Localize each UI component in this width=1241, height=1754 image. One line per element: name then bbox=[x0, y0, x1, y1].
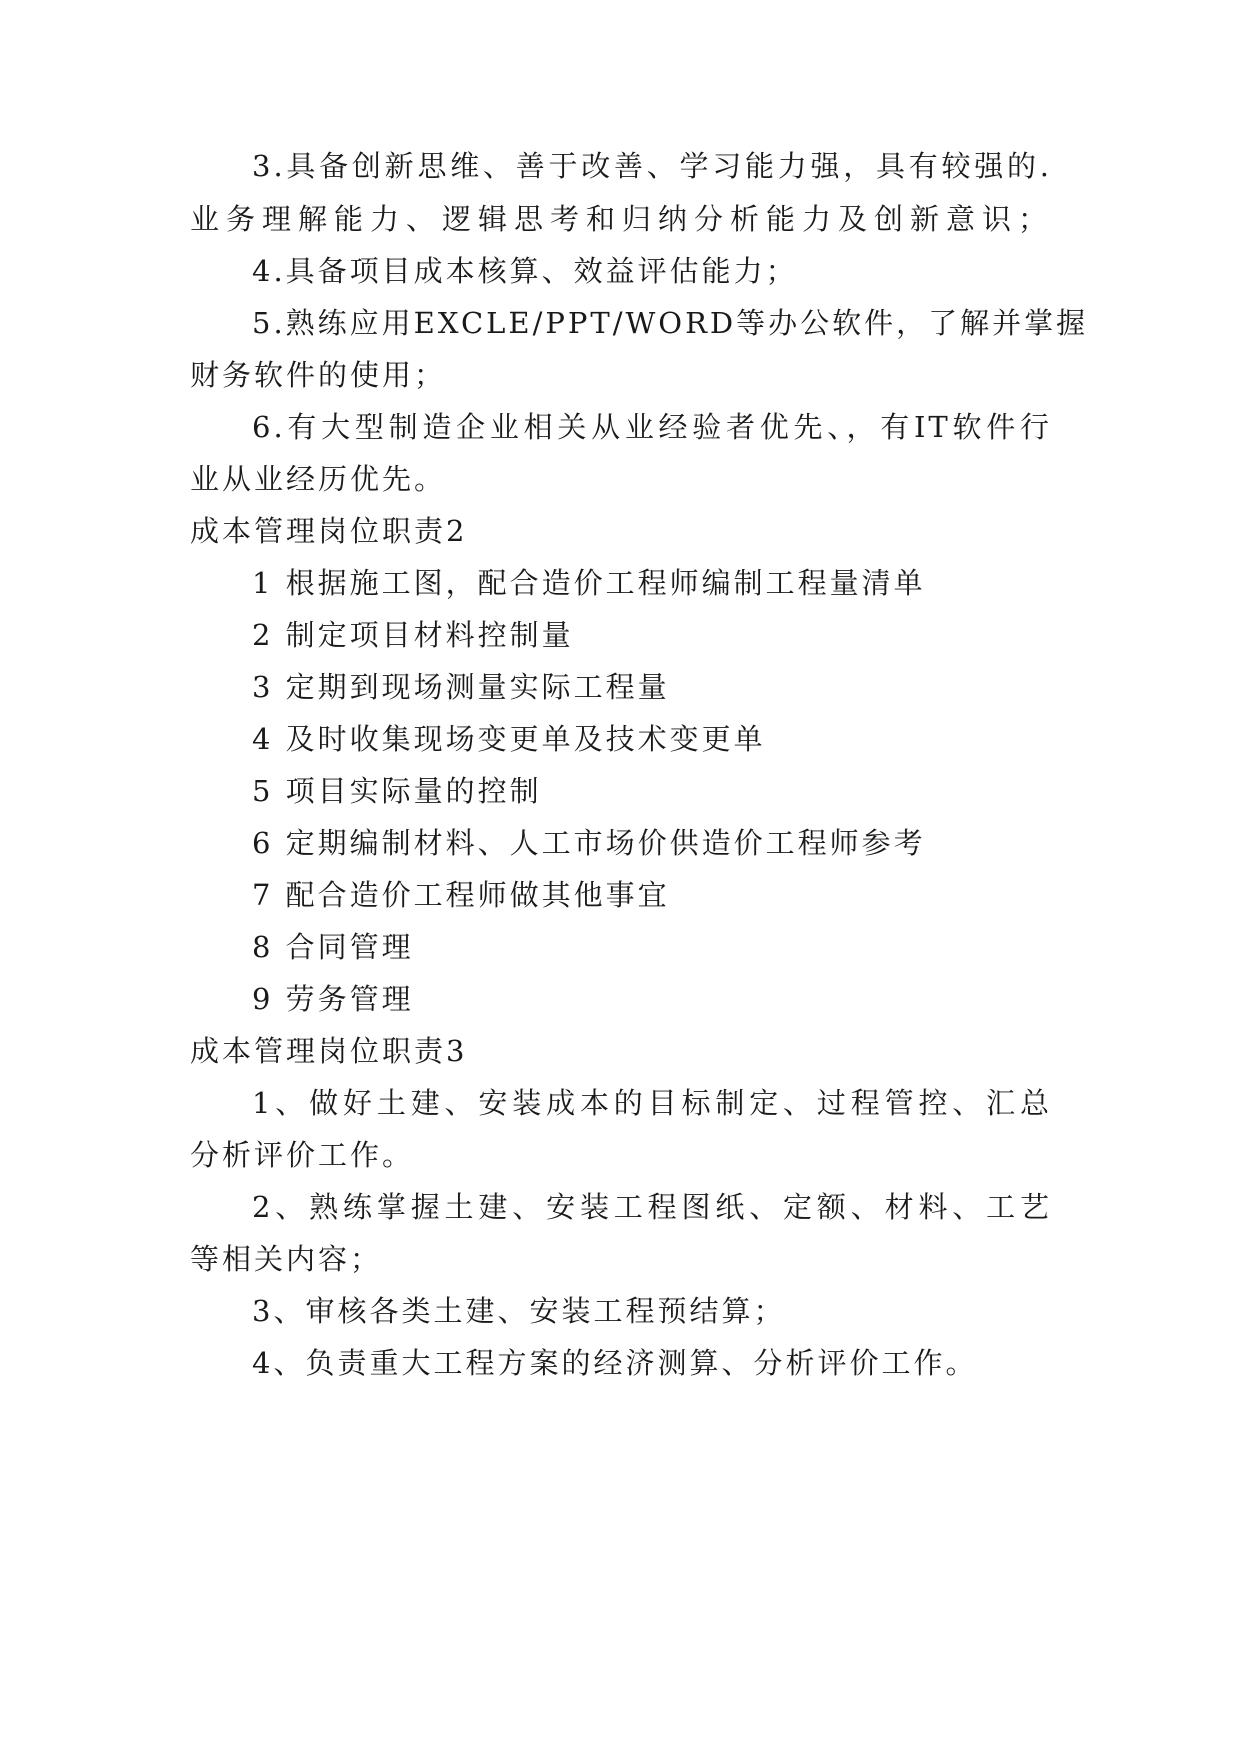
duty-2-item-6: 6 定期编制材料、人工市场价供造价工程师参考 bbox=[252, 826, 926, 860]
duty-3-item-1-line-2: 分析评价工作。 bbox=[190, 1138, 415, 1172]
duty-2-item-1: 1 根据施工图，配合造价工程师编制工程量清单 bbox=[252, 566, 926, 600]
duty-2-item-3: 3 定期到现场测量实际工程量 bbox=[252, 670, 670, 704]
req-item-3-line-1: 3.具备创新思维、善于改善、学习能力强，具有较强的. bbox=[252, 149, 1052, 183]
req-item-6-line-2: 业从业经历优先。 bbox=[190, 462, 447, 496]
duty-2-item-8: 8 合同管理 bbox=[252, 930, 414, 964]
duty-3-item-1-line-1: 1、做好土建、安装成本的目标制定、过程管控、汇总 bbox=[252, 1086, 1052, 1120]
duty-2-item-2: 2 制定项目材料控制量 bbox=[252, 618, 574, 652]
req-item-6-line-1: 6.有大型制造企业相关从业经验者优先、，有IT软件行 bbox=[252, 410, 1052, 444]
duty-3-item-4: 4、负责重大工程方案的经济测算、分析评价工作。 bbox=[252, 1346, 978, 1380]
req-item-4: 4.具备项目成本核算、效益评估能力； bbox=[252, 254, 798, 288]
duty-3-item-3: 3、审核各类土建、安装工程预结算； bbox=[252, 1294, 786, 1328]
duty-2-item-7: 7 配合造价工程师做其他事宜 bbox=[252, 878, 670, 912]
req-item-3-line-2: 业务理解能力、逻辑思考和归纳分析能力及创新意识； bbox=[190, 202, 1050, 236]
section-3-heading: 成本管理岗位职责3 bbox=[190, 1034, 468, 1068]
req-item-5-line-2: 财务软件的使用； bbox=[190, 358, 447, 392]
duty-3-item-2-line-2: 等相关内容； bbox=[190, 1242, 383, 1276]
duty-3-item-2-line-1: 2、熟练掌握土建、安装工程图纸、定额、材料、工艺 bbox=[252, 1190, 1052, 1224]
req-item-5-line-1: 5.熟练应用EXCLE/PPT/WORD等办公软件，了解并掌握 bbox=[252, 306, 1089, 340]
duty-2-item-5: 5 项目实际量的控制 bbox=[252, 774, 542, 808]
duty-2-item-4: 4 及时收集现场变更单及技术变更单 bbox=[252, 722, 766, 756]
duty-2-item-9: 9 劳务管理 bbox=[252, 982, 414, 1016]
section-2-heading: 成本管理岗位职责2 bbox=[190, 514, 468, 548]
